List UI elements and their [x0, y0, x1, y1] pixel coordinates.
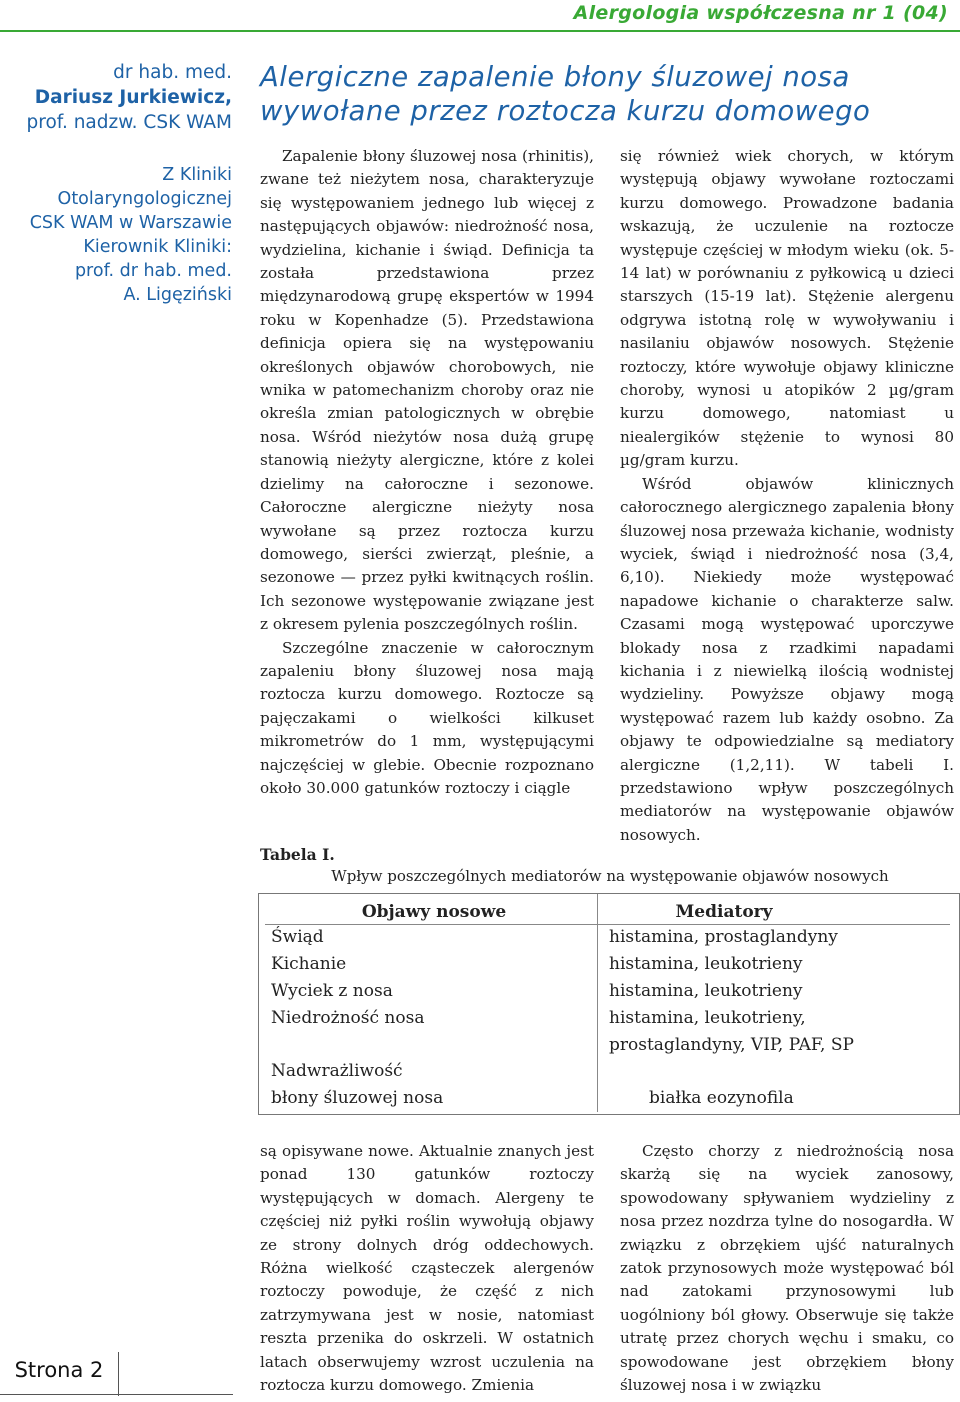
table-header-rule: [265, 924, 950, 925]
table-header-symptoms: Objawy nosowe: [361, 902, 507, 922]
paragraph: Wśród objawów klinicznych całorocznego alergicznego zapalenia błony śluzowej nosa przeważa kichanie, wodnisty wyciek, świąd i niedrożność nosa (3,4, 6,10). Niekiedy może występować napadowe kichanie o charakterze salw. Czasami mogą występować uporczywe blokady nosa z rzadkimi napadami kichania i z niewielką ilością wodnistej wydzieliny. Powyższe objawy mogą występować razem lub każdy osobno. Za objawy te odpowiedzialne są mediatory alergiczne (1,2,11). W tabeli I. przedstawiono wpływ poszczególnych mediatorów na występowanie objawów nosowych.: [620, 474, 954, 844]
clinic-line: A. Ligęziński: [123, 285, 232, 305]
paragraph: się również wiek chorych, w którym występują objawy wywołane roztoczami kurzu domowego. Prowadzone badania wskazują, że uczulenie na roztocze występuje częściej w młodym wieku (ok. 5-14 lat) w porównaniu z pyłkowicą u dzieci starszych (15-19 lat). Stężenie alergenu odgrywa istotną rolę w wywoływaniu i nasilaniu objawów nosowych. Stężenie roztoczy, które wywołuje objawy kliniczne choroby, wynosi u atopików 2 µg/gram kurzu domowego, natomiast u niealergików stężenie to wynosi 80 µg/gram kurzu.: [620, 147, 954, 470]
table-cell-mediator: histamina, leukotrieny: [609, 981, 803, 1001]
clinic-block: [0, 163, 232, 307]
page-number-underline: [0, 1394, 233, 1395]
article-title-line: wywołane przez roztocza kurzu domowego: [260, 95, 871, 127]
author-degree: dr hab. med.: [113, 62, 232, 83]
clinic-line: prof. dr hab. med.: [74, 261, 232, 281]
author-name: Dariusz Jurkiewicz,: [34, 87, 232, 108]
author-block: [0, 60, 232, 135]
table-header-mediators: Mediatory: [675, 902, 773, 922]
article-title-line: Alergiczne zapalenie błony śluzowej nosa: [260, 61, 850, 93]
table-cell-mediator: histamina, leukotrieny,: [609, 1008, 806, 1028]
table-cell-symptom: błony śluzowej nosa: [271, 1088, 444, 1108]
page-number-divider: [118, 1352, 119, 1396]
table-label: Tabela I.: [260, 845, 335, 864]
table-cell-symptom: Niedrożność nosa: [271, 1008, 425, 1028]
journal-header: Alergologia współczesna nr 1 (04): [573, 2, 948, 24]
table-cell-mediator: histamina, leukotrieny: [609, 954, 803, 974]
table-cell-mediator: prostaglandyny, VIP, PAF, SP: [609, 1035, 854, 1055]
body-column-3: [260, 1140, 594, 1397]
clinic-line: Kierownik Kliniki:: [83, 237, 232, 257]
paragraph: Często chorzy z niedrożnością nosa skarżą się na wyciek zanosowy, spowodowany spływaniem wydzieliny z nosa przez nozdrza tylne do nosogardła. W związku z obrzękiem ujść naturalnych zatok przynosowych może występować ból nad zatokami przynosowymi lub uogólniony ból głowy. Obserwuje się także utratę przez chorych węchu i smaku, co spowodowane jest obrzękiem błony śluzowej nosa i w związku: [620, 1142, 954, 1395]
table-column-divider: [597, 894, 598, 1112]
page-number: Strona 2: [14, 1358, 104, 1382]
header-rule: [0, 30, 960, 32]
table-cell-symptom: Kichanie: [271, 954, 347, 974]
body-column-2: [620, 145, 954, 847]
paragraph: Zapalenie błony śluzowej nosa (rhinitis), zwane też nieżytem nosa, charakteryzuje się występowaniem jednego lub więcej z następujących objawów: niedrożność nosa, wydzielina, kichanie i świąd. Definicja ta została przedstawiona przez międzynarodową grupę ekspertów w 1994 roku w Kopenhadze (5). Przedstawiona definicja opiera się na występowaniu określonych objawów chorobowych, nie wnika w patomechanizm choroby oraz nie określa zmian patologicznych w obrębie nosa. Wśród nieżytów nosa dużą grupę stanowią nieżyty alergiczne, które z kolei dzielimy na całoroczne i sezonowe. Całoroczne alergiczne nieżyty nosa wywołane są przez roztocza kurzu domowego, sierści zwierząt, pleśnie, a sezonowe — przez pyłki kwitnących roślin. Ich sezonowe występowanie związane jest z okresem pylenia poszczególnych roślin.: [260, 147, 594, 634]
table-cell-symptom: Świąd: [271, 927, 324, 947]
paragraph: są opisywane nowe. Aktualnie znanych jest ponad 130 gatunków roztoczy występujących w domach. Alergeny te częściej niż pyłki roślin wywołują objawy ze strony dolnych dróg oddechowych. Różna wielkość cząsteczek alergenów roztoczy powoduje, że część z nich zatrzymywana jest w nosie, natomiast reszta przenika do oskrzeli. W ostatnich latach obserwujemy wzrost uczulenia na roztocza kurzu domowego. Zmienia: [260, 1142, 594, 1395]
clinic-line: Z Kliniki: [162, 165, 232, 185]
table-caption: Wpływ poszczególnych mediatorów na występowanie objawów nosowych: [331, 867, 889, 885]
paragraph: Szczególne znaczenie w całorocznym zapaleniu błony śluzowej nosa mają roztocza kurzu domowego. Roztocze są pajęczakami o wielkości kilkuset mikrometrów do 1 mm, występującymi najczęściej w glebie. Obecnie rozpoznano około 30.000 gatunków roztoczy i ciągle: [260, 638, 594, 797]
clinic-line: Otolaryngologicznej: [57, 189, 232, 209]
table-cell-symptom: Wyciek z nosa: [271, 981, 393, 1001]
body-column-4: [620, 1140, 954, 1397]
author-position: prof. nadzw. CSK WAM: [26, 112, 232, 133]
table-cell-mediator: histamina, prostaglandyny: [609, 927, 838, 947]
body-column-1: [260, 145, 594, 800]
clinic-line: CSK WAM w Warszawie: [29, 213, 232, 233]
article-title: [260, 60, 960, 128]
table-cell-mediator: białka eozynofila: [649, 1088, 794, 1108]
table-cell-symptom: Nadwrażliwość: [271, 1061, 403, 1081]
mediators-table: [258, 893, 960, 1115]
